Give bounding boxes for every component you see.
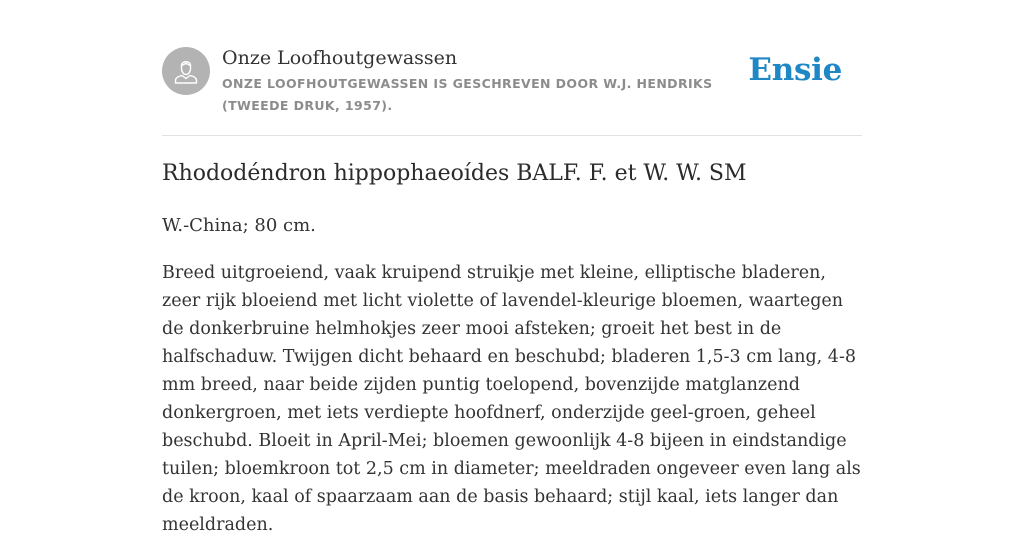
brand-logo[interactable]: Ensie <box>748 52 842 88</box>
book-title[interactable]: Onze Loofhoutgewassen <box>222 47 458 69</box>
book-subtitle: ONZE LOOFHOUTGEWASSEN IS GESCHREVEN DOOR W.J. HENDRIKS (TWEEDE DRUK, 1957). <box>222 76 713 113</box>
user-silhouette-icon <box>162 47 210 95</box>
header <box>162 44 862 116</box>
header-text <box>222 44 762 117</box>
entry-description: Breed uitgroeiend, vaak kruipend struikje met kleine, elliptische bladeren, zeer rijk bloeiend met licht violette of lavendel-kleurige bloemen, waartegen de donkerbruine helmhokjes zeer mooi afsteken; groeit het best in de halfschaduw. Twijgen dicht behaard en beschubd; bladeren 1,5-3 cm lang, 4-8 mm breed, naar beide zijden puntig toelopend, bovenzijde matglanzend donkergroen, met iets verdiepte hoofdnerf, onderzijde geel-groen, geheel beschubd. Bloeit in April-Mei; bloemen gewoonlijk 4-8 bijeen in eindstandige tuilen; bloemkroon tot 2,5 cm in diameter; meeldraden ongeveer even lang als de kroon, kaal of spaarzaam aan de basis behaard; stijl kaal, iets langer dan meeldraden. <box>162 263 861 535</box>
divider <box>162 135 862 136</box>
entry-origin: W.-China; 80 cm. <box>162 215 316 236</box>
entry-title: Rhododéndron hippophaeoídes BALF. F. et W. W. SM <box>162 161 747 186</box>
avatar[interactable] <box>162 47 210 95</box>
